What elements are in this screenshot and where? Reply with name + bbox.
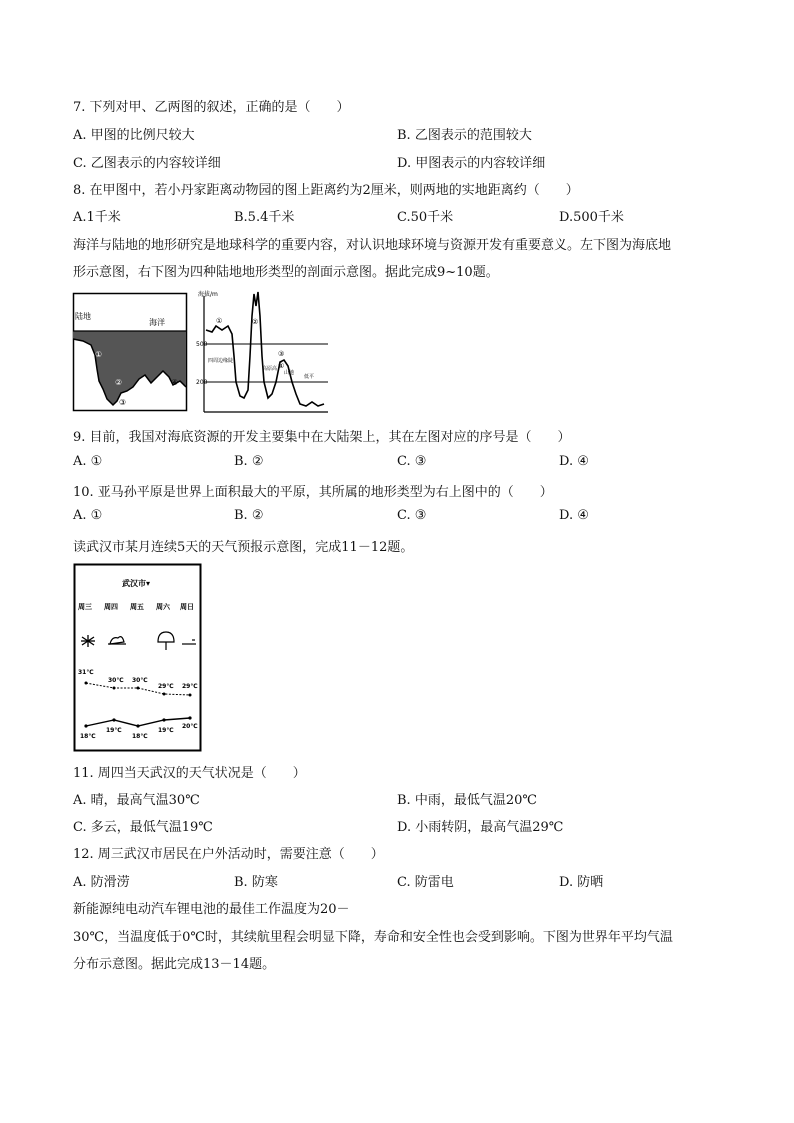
- low-temp-thu: 19℃: [106, 727, 122, 734]
- question-8-stem: 8. 在甲图中，若小丹家距离动物园的图上距离约为2厘米，则两地的实地距离约（ ）: [73, 183, 579, 198]
- q11-option-a: A. 晴，最高气温30℃: [73, 793, 200, 808]
- question-10-stem: 10. 亚马孙平原是世界上面积最大的平原，其所属的地形类型为右上图中的（ ）: [73, 485, 553, 500]
- weather-forecast-figure: [74, 564, 201, 751]
- ocean-marker-4: ④: [171, 378, 179, 387]
- ocean-floor-figure: [73, 293, 187, 411]
- profile-label-2: 高原高: [262, 366, 278, 372]
- tick-500: 500: [196, 341, 208, 348]
- q10-option-a: A. ①: [73, 508, 103, 523]
- profile-marker-3: ③: [278, 350, 285, 358]
- q11-option-c: C. 多云，最低气温19℃: [73, 820, 213, 835]
- day-wed: 周三: [78, 603, 92, 611]
- day-fri: 周五: [130, 603, 144, 611]
- question-11-stem: 11. 周四当天武汉的天气状况是（ ）: [73, 766, 306, 781]
- land-label: 陆地: [75, 312, 91, 321]
- day-thu: 周四: [104, 603, 118, 611]
- q10-option-b: B. ②: [234, 508, 264, 523]
- ocean-marker-3: ③: [119, 398, 127, 407]
- high-temp-sun: 29℃: [182, 683, 198, 690]
- low-temp-wed: 18℃: [80, 733, 96, 740]
- profile-marker-1: ①: [216, 317, 223, 325]
- q7-option-a: A. 甲图的比例尺较大: [73, 128, 195, 143]
- q10-option-d: D. ④: [559, 508, 589, 523]
- high-temp-thu: 30℃: [108, 677, 124, 684]
- q8-option-b: B.5.4千米: [234, 210, 295, 225]
- low-temp-sun: 20℃: [182, 723, 198, 730]
- high-temp-fri: 30℃: [132, 677, 148, 684]
- q12-option-a: A. 防滑涝: [73, 875, 130, 890]
- q12-option-c: C. 防雷电: [397, 875, 454, 890]
- q12-option-b: B. 防寒: [234, 875, 278, 890]
- q8-option-a: A.1千米: [73, 210, 121, 225]
- q11-option-d: D. 小雨转阴，最高气温29℃: [397, 820, 564, 835]
- day-sun: 周日: [180, 603, 194, 611]
- q9-option-d: D. ④: [559, 454, 589, 469]
- q9-option-a: A. ①: [73, 454, 103, 469]
- passage-9-10-line-2: 形示意图，右下图为四种陆地地形类型的剖面示意图。据此完成9~10题。: [73, 265, 499, 280]
- q9-option-c: C. ③: [397, 454, 427, 469]
- q7-option-b: B. 乙图表示的范围较大: [397, 128, 532, 143]
- q12-option-d: D. 防晒: [559, 875, 604, 890]
- high-temp-wed: 31℃: [78, 669, 94, 676]
- question-12-stem: 12. 周三武汉市居民在户外活动时，需要注意（ ）: [73, 847, 384, 862]
- q7-option-c: C. 乙图表示的内容较详细: [73, 156, 221, 171]
- passage-13-14-line-3: 分布示意图。据此完成13－14题。: [73, 957, 276, 972]
- y-axis-label: 海拔/m: [198, 291, 218, 298]
- q10-option-c: C. ③: [397, 508, 427, 523]
- profile-label-3: 山地: [284, 370, 295, 376]
- low-temp-fri: 18℃: [132, 733, 148, 740]
- passage-13-14-line-2: 30℃，当温度低于0℃时，其续航里程会明显下降，寿命和安全性也会受到影响。下图为世界年平均气温: [73, 930, 673, 945]
- low-temp-sat: 19℃: [158, 727, 174, 734]
- q11-option-b: B. 中雨，最低气温20℃: [397, 793, 537, 808]
- question-9-stem: 9. 目前，我国对海底资源的开发主要集中在大陆架上，其在左图对应的序号是（ ）: [73, 430, 571, 445]
- profile-marker-4: ④: [278, 362, 285, 370]
- q7-option-d: D. 甲图表示的内容较详细: [397, 156, 546, 171]
- weather-city: 武汉市▾: [122, 579, 151, 588]
- q8-option-c: C.50千米: [397, 210, 454, 225]
- profile-marker-2: ②: [252, 318, 259, 326]
- profile-label-4: 低平: [304, 374, 315, 380]
- sea-label: 海洋: [149, 318, 165, 327]
- ocean-marker-1: ①: [95, 350, 103, 359]
- high-temp-sat: 29℃: [158, 683, 174, 690]
- terrain-curve: [206, 292, 324, 406]
- q9-option-b: B. ②: [234, 454, 264, 469]
- profile-label-1: 四周边缘陡: [208, 358, 234, 364]
- q8-option-d: D.500千米: [559, 210, 624, 225]
- passage-9-10-line-1: 海洋与陆地的地形研究是地球科学的重要内容，对认识地球环境与资源开发有重要意义。左下图为海底地: [73, 238, 672, 253]
- ocean-marker-2: ②: [115, 378, 123, 387]
- terrain-profile-figure: [198, 286, 328, 414]
- day-sat: 周六: [156, 603, 170, 611]
- tick-200: 200: [196, 379, 208, 386]
- question-7-stem: 7. 下列对甲、乙两图的叙述，正确的是（ ）: [73, 100, 350, 115]
- passage-11-12: 读武汉市某月连续5天的天气预报示意图，完成11－12题。: [73, 540, 414, 555]
- passage-13-14-line-1: 新能源纯电动汽车锂电池的最佳工作温度为20－: [73, 902, 350, 917]
